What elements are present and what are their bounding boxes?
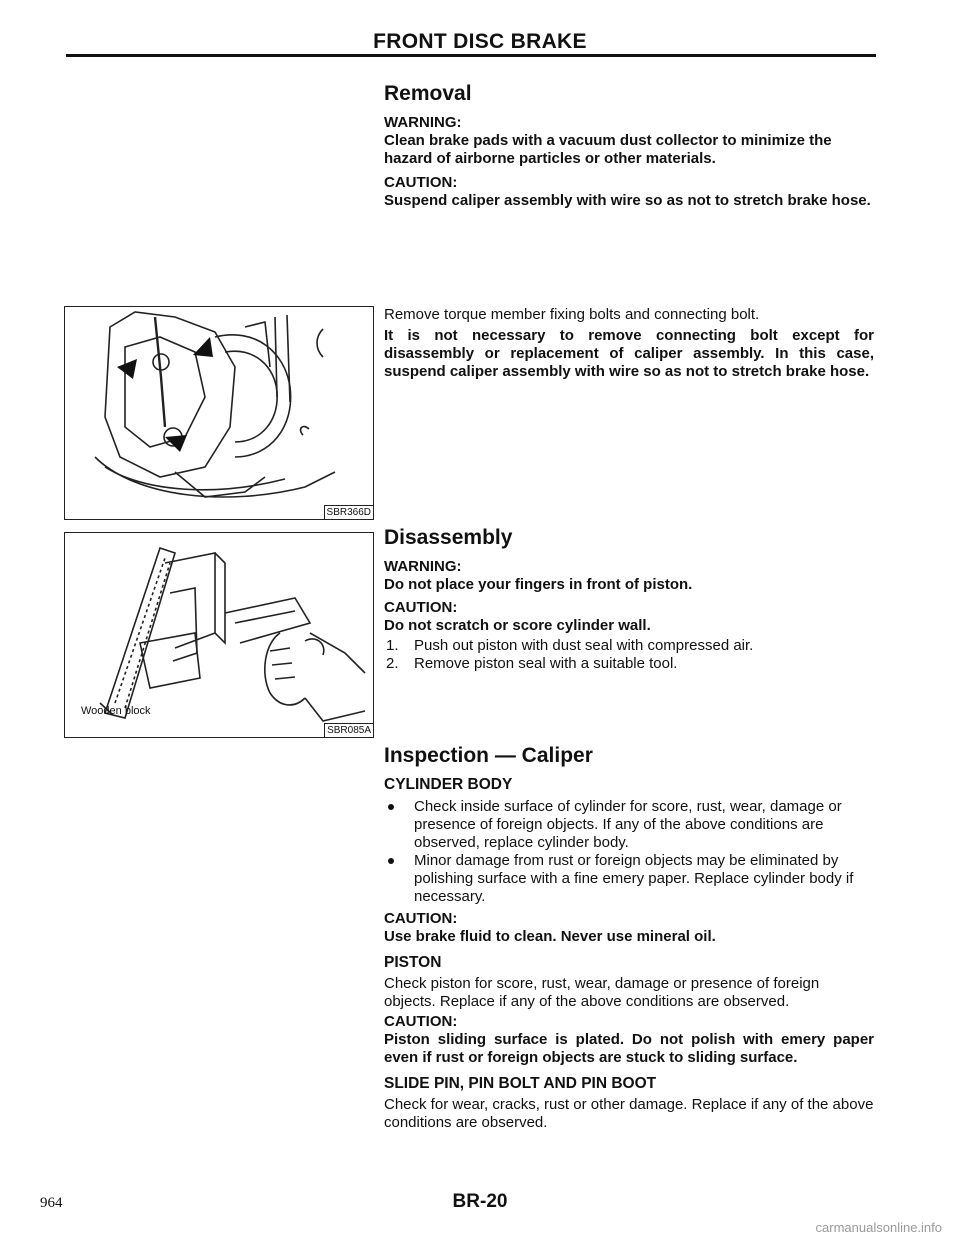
removal-caution-text: Suspend caliper assembly with wire so as not to stretch brake hose. <box>384 192 871 209</box>
disassembly-heading: Disassembly <box>384 526 513 549</box>
page-number: 964 <box>40 1195 63 1211</box>
list-item: Minor damage from rust or foreign objects may be eliminated by polishing surface with a fine emery paper. Replace cylinder body if necessary. <box>384 852 874 906</box>
list-item: 1. Push out piston with dust seal with compressed air. <box>386 637 754 654</box>
disassembly-warning-label: WARNING: <box>384 558 462 575</box>
piston-caution-label: CAUTION: <box>384 1013 458 1030</box>
caliper-removal-illustration <box>65 307 371 517</box>
bullet-icon <box>388 858 394 864</box>
removal-warning-label: WARNING: <box>384 114 462 131</box>
piston-caution-text: Piston sliding surface is plated. Do not polish with emery paper even if rust or foreign objects are stuck to sliding surface. <box>384 1031 874 1066</box>
removal-instruction: Remove torque member fixing bolts and connecting bolt. <box>384 306 760 323</box>
page-title: FRONT DISC BRAKE <box>373 30 587 53</box>
slide-pin-text: Check for wear, cracks, rust or other damage. Replace if any of the above conditions are observed. <box>384 1096 874 1131</box>
title-rule <box>66 54 876 57</box>
removal-heading: Removal <box>384 82 472 105</box>
inspection-heading: Inspection — Caliper <box>384 744 593 767</box>
figure-piston-removal <box>64 532 374 738</box>
removal-warning-text: Clean brake pads with a vacuum dust collector to minimize the hazard of airborne particles or other materials. <box>384 132 832 167</box>
figure-code-sbr366d: SBR366D <box>324 505 373 519</box>
disassembly-caution-text: Do not scratch or score cylinder wall. <box>384 617 651 634</box>
removal-caution-label: CAUTION: <box>384 174 458 191</box>
removal-note: It is not necessary to remove connecting bolt except for disassembly or replacement of caliper assembly. In this case, suspend caliper assembly with wire so as not to stretch brake hose. <box>384 327 874 380</box>
disassembly-section <box>384 526 874 673</box>
disassembly-steps <box>384 637 874 673</box>
cylinder-body-checks <box>384 798 874 906</box>
removal-procedure <box>384 306 874 381</box>
wooden-block-label: Wooden block <box>81 705 151 717</box>
cylinder-body-heading: CYLINDER BODY <box>384 776 513 793</box>
list-item: 2. Remove piston seal with a suitable tool. <box>386 655 678 672</box>
figure-code-sbr085a: SBR085A <box>324 723 373 737</box>
disassembly-warning-text: Do not place your fingers in front of piston. <box>384 576 693 593</box>
list-item: Check inside surface of cylinder for score, rust, wear, damage or presence of foreign objects. If any of the above conditions are observed, replace cylinder body. <box>384 798 874 852</box>
inspection-section <box>384 744 874 1132</box>
removal-section <box>384 82 874 210</box>
piston-text: Check piston for score, rust, wear, damage or presence of foreign objects. Replace if any of the above conditions are observed. <box>384 975 820 1010</box>
page-code: BR-20 <box>452 1191 508 1212</box>
cylinder-caution-label: CAUTION: <box>384 910 458 927</box>
cylinder-caution-text: Use brake fluid to clean. Never use mineral oil. <box>384 928 716 945</box>
disassembly-caution-label: CAUTION: <box>384 599 458 616</box>
figure-caliper-removal <box>64 306 374 520</box>
slide-pin-heading: SLIDE PIN, PIN BOLT AND PIN BOOT <box>384 1075 657 1092</box>
piston-heading: PISTON <box>384 954 442 971</box>
bullet-icon <box>388 804 394 810</box>
watermark-text: carmanualsonline.info <box>815 1220 942 1235</box>
